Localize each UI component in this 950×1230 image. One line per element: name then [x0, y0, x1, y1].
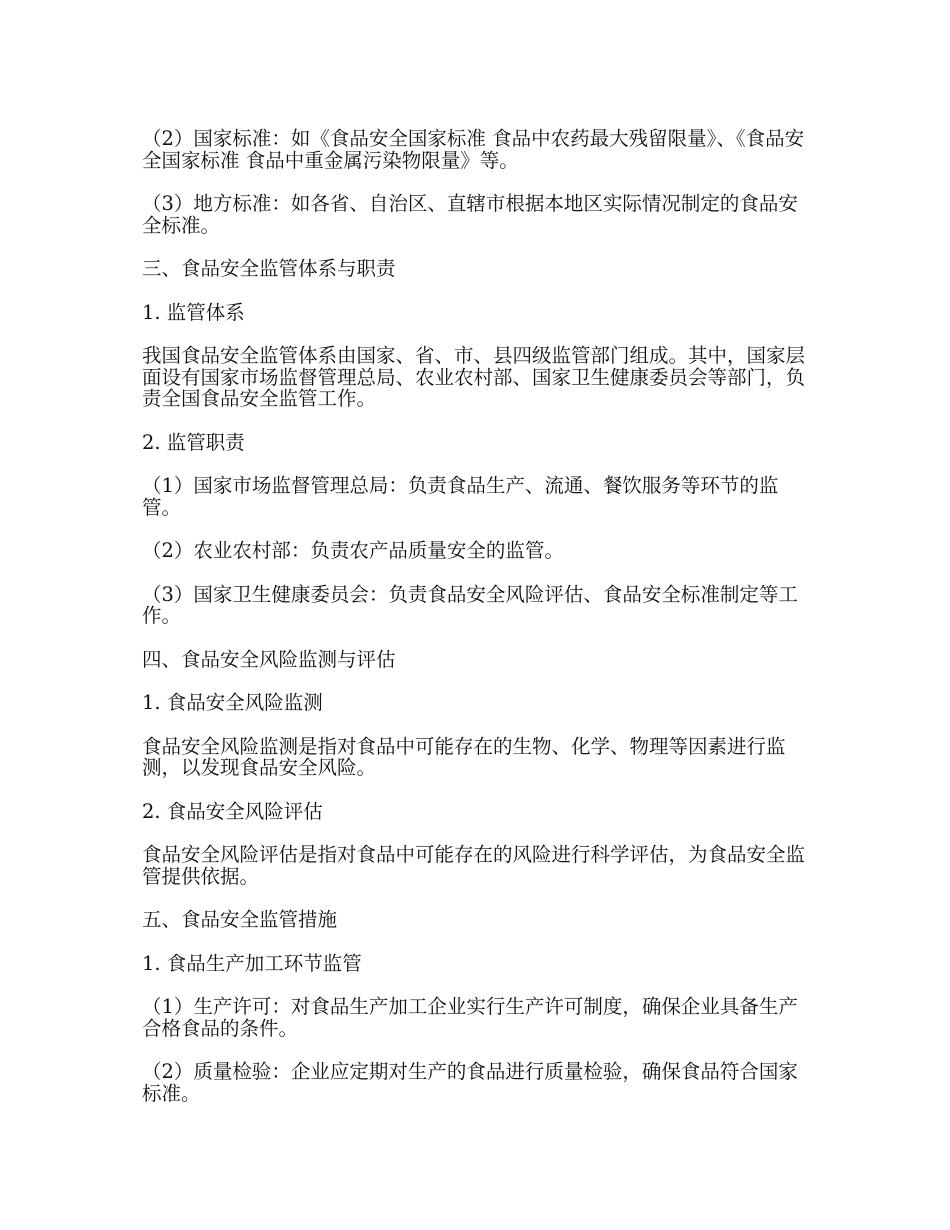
paragraph-supervision-system: 我国食品安全监管体系由国家、省、市、县四级监管部门组成。其中，国家层面设有国家市场监督管理总局、农业农村部、国家卫生健康委员会等部门，负责全国食品安全监管工作。 — [142, 344, 806, 410]
document-body — [142, 128, 810, 1126]
paragraph-local-standard: （3）地方标准：如各省、自治区、直辖市根据本地区实际情况制定的食品安全标准。 — [142, 192, 798, 237]
paragraph-agriculture-duty: （2）农业农村部：负责农产品质量安全的监管。 — [142, 539, 564, 562]
paragraph-quality-inspection: （2）质量检验：企业应定期对生产的食品进行质量检验，确保食品符合国家标准。 — [142, 1060, 798, 1105]
subheading-risk-monitoring: 1. 食品安全风险监测 — [142, 691, 323, 714]
section-heading-supervision-measures: 五、食品安全监管措施 — [142, 908, 338, 931]
subheading-supervision-system: 1. 监管体系 — [142, 300, 245, 324]
paragraph-national-standard: （2）国家标准：如《食品安全国家标准 食品中农药最大残留限量》、《食品安全国家标准 食品中重金属污染物限量》等。 — [142, 127, 805, 172]
subheading-risk-assessment: 2. 食品安全风险评估 — [142, 799, 323, 823]
paragraph-risk-assessment: 食品安全风险评估是指对食品中可能存在的风险进行科学评估，为食品安全监管提供依据。 — [142, 843, 806, 888]
paragraph-production-license: （1）生产许可：对食品生产加工企业实行生产许可制度，确保企业具备生产合格食品的条件。 — [142, 995, 798, 1040]
paragraph-health-commission-duty: （3）国家卫生健康委员会：负责食品安全风险评估、食品安全标准制定等工作。 — [142, 582, 798, 627]
section-heading-supervision-system: 三、食品安全监管体系与职责 — [142, 257, 396, 280]
subheading-production-supervision: 1. 食品生产加工环节监管 — [142, 951, 362, 975]
paragraph-risk-monitoring: 食品安全风险监测是指对食品中可能存在的生物、化学、物理等因素进行监测，以发现食品安全风险。 — [142, 734, 786, 779]
section-heading-risk-monitoring: 四、食品安全风险监测与评估 — [142, 647, 396, 671]
paragraph-market-regulation-duty: （1）国家市场监督管理总局：负责食品生产、流通、餐饮服务等环节的监管。 — [142, 474, 779, 519]
subheading-supervision-duties: 2. 监管职责 — [142, 430, 245, 454]
